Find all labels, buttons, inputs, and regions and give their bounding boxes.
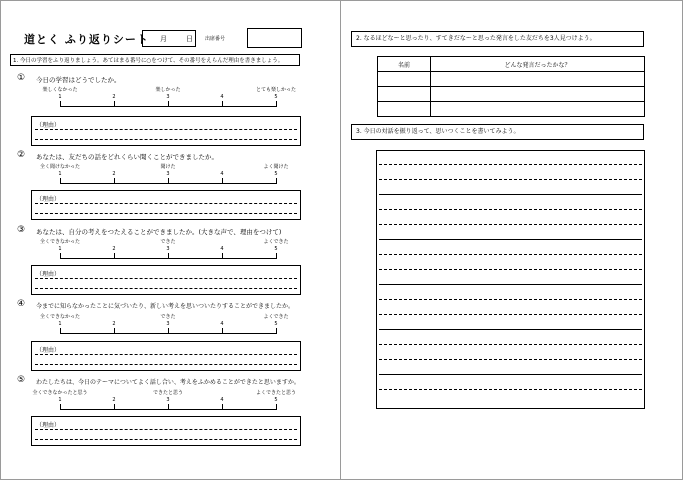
q3-label-mid: できた [160, 239, 176, 245]
q2-rating-scale[interactable] [38, 164, 300, 188]
q5-label-high: よくできたと思う [255, 390, 297, 396]
q3-scale-2[interactable]: 2 [112, 246, 116, 252]
q5-scale-3[interactable]: 3 [166, 397, 170, 403]
q2-label-high: よく聞けた [263, 164, 289, 170]
q5-reason-label: （理由） [36, 422, 61, 429]
section2-heading: 2. なるほどなーと思ったり、すてきだなーと思った発言をした友だちを3人見つけよう。 [351, 31, 644, 47]
q1-scale-2[interactable]: 2 [112, 94, 116, 100]
q5-scale-4[interactable]: 4 [220, 397, 224, 403]
q5-scale-5[interactable]: 5 [274, 397, 278, 403]
q3-number: ③ [17, 225, 26, 235]
q4-reason-label: （理由） [36, 347, 61, 354]
section3-heading: 3. 今日の対話を振り返って、思いつくことを書いてみよう。 [351, 124, 644, 140]
friends-statement-table [377, 56, 645, 117]
table-row [378, 102, 645, 117]
q4-label-high: よくできた [263, 314, 289, 320]
q5-reason-box[interactable] [31, 416, 301, 446]
q1-scale-1[interactable]: 1 [58, 94, 62, 100]
q3-rating-scale[interactable] [38, 239, 300, 263]
q4-scale-2[interactable]: 2 [112, 321, 116, 327]
q5-text: わたしたちは、今日のテーマについてよく話し合い、考えをふかめることができたと思いますか。 [36, 379, 300, 386]
q2-scale-5[interactable]: 5 [274, 171, 278, 177]
name-cell[interactable] [378, 72, 431, 87]
month-label: 月 [160, 35, 167, 43]
q5-label-low: 全くできなかったと思う [32, 390, 88, 396]
q3-label-high: よくできた [263, 239, 289, 245]
q4-scale-4[interactable]: 4 [220, 321, 224, 327]
q1-scale-3[interactable]: 3 [166, 94, 170, 100]
q2-scale-1[interactable]: 1 [58, 171, 62, 177]
statement-cell[interactable] [431, 87, 645, 102]
q3-label-low: 全くできなかった [39, 239, 81, 245]
q3-scale-4[interactable]: 4 [220, 246, 224, 252]
date-box[interactable] [142, 30, 196, 47]
q5-rating-scale[interactable] [32, 390, 300, 414]
q2-label-low: 全く聞けなかった [39, 164, 81, 170]
q3-scale-1[interactable]: 1 [58, 246, 62, 252]
q4-reason-box[interactable] [31, 341, 301, 371]
section1-instruction: 1. 今日の学習をふり返りましょう。あてはまる番号に○をつけて、その番号をえらんだ理由を書きましょう。 [10, 54, 300, 66]
name-cell[interactable] [378, 87, 431, 102]
q4-scale-3[interactable]: 3 [166, 321, 170, 327]
q2-scale-4[interactable]: 4 [220, 171, 224, 177]
q1-label-low: 楽しくなかった [42, 87, 78, 93]
q5-number: ⑤ [17, 375, 26, 385]
q1-label-mid: 楽しかった [155, 87, 181, 93]
q2-text: あなたは、友だちの話をどれくらい聞くことができましたか。 [36, 153, 218, 161]
q1-reason-label: （理由） [36, 122, 61, 129]
q4-scale-5[interactable]: 5 [274, 321, 278, 327]
table-row [378, 87, 645, 102]
q5-scale-1[interactable]: 1 [58, 397, 62, 403]
q1-label-high: とても楽しかった [255, 87, 297, 93]
q1-text: 今日の学習はどうでしたか。 [36, 76, 121, 84]
q4-rating-scale[interactable] [38, 314, 300, 338]
q4-label-low: 全くできなかった [39, 314, 81, 320]
q5-scale-2[interactable]: 2 [112, 397, 116, 403]
student-number-box[interactable] [247, 28, 302, 48]
q2-reason-box[interactable] [31, 190, 301, 220]
q4-label-mid: できた [160, 314, 176, 320]
table-row [378, 72, 645, 87]
name-column-header: 名前 [378, 57, 431, 72]
q2-number: ② [17, 150, 26, 160]
q1-scale-4[interactable]: 4 [220, 94, 224, 100]
statement-cell[interactable] [431, 102, 645, 117]
q2-scale-2[interactable]: 2 [112, 171, 116, 177]
q3-scale-5[interactable]: 5 [274, 246, 278, 252]
q3-scale-3[interactable]: 3 [166, 246, 170, 252]
statement-column-header: どんな発言だったかな？ [431, 57, 645, 72]
q4-scale-1[interactable]: 1 [58, 321, 62, 327]
q3-reason-box[interactable] [31, 265, 301, 295]
student-number-label: 出席番号 [205, 36, 226, 42]
name-cell[interactable] [378, 102, 431, 117]
q2-scale-3[interactable]: 3 [166, 171, 170, 177]
q3-reason-label: （理由） [36, 271, 61, 278]
q1-rating-scale[interactable] [38, 87, 300, 111]
q4-text: 今までに知らなかったことに気づいたり、新しい考えを思いついたりすることができましたか。 [36, 303, 295, 310]
page-divider [340, 0, 341, 480]
q1-number: ① [17, 73, 26, 83]
q3-text: あなたは、自分の考えをつたえることができましたか。(大きな声で、理由をつけて) [36, 228, 282, 236]
q1-reason-box[interactable] [31, 116, 301, 146]
q4-number: ④ [17, 299, 26, 309]
q1-scale-5[interactable]: 5 [274, 94, 278, 100]
statement-cell[interactable] [431, 72, 645, 87]
day-label: 日 [186, 35, 193, 43]
q5-label-mid: できたと思う [152, 390, 184, 396]
q2-label-mid: 聞けた [160, 164, 176, 170]
q2-reason-label: （理由） [36, 196, 61, 203]
reflection-writing-area[interactable] [376, 150, 645, 409]
worksheet-title: 道とく ふり返りシート [24, 33, 149, 46]
